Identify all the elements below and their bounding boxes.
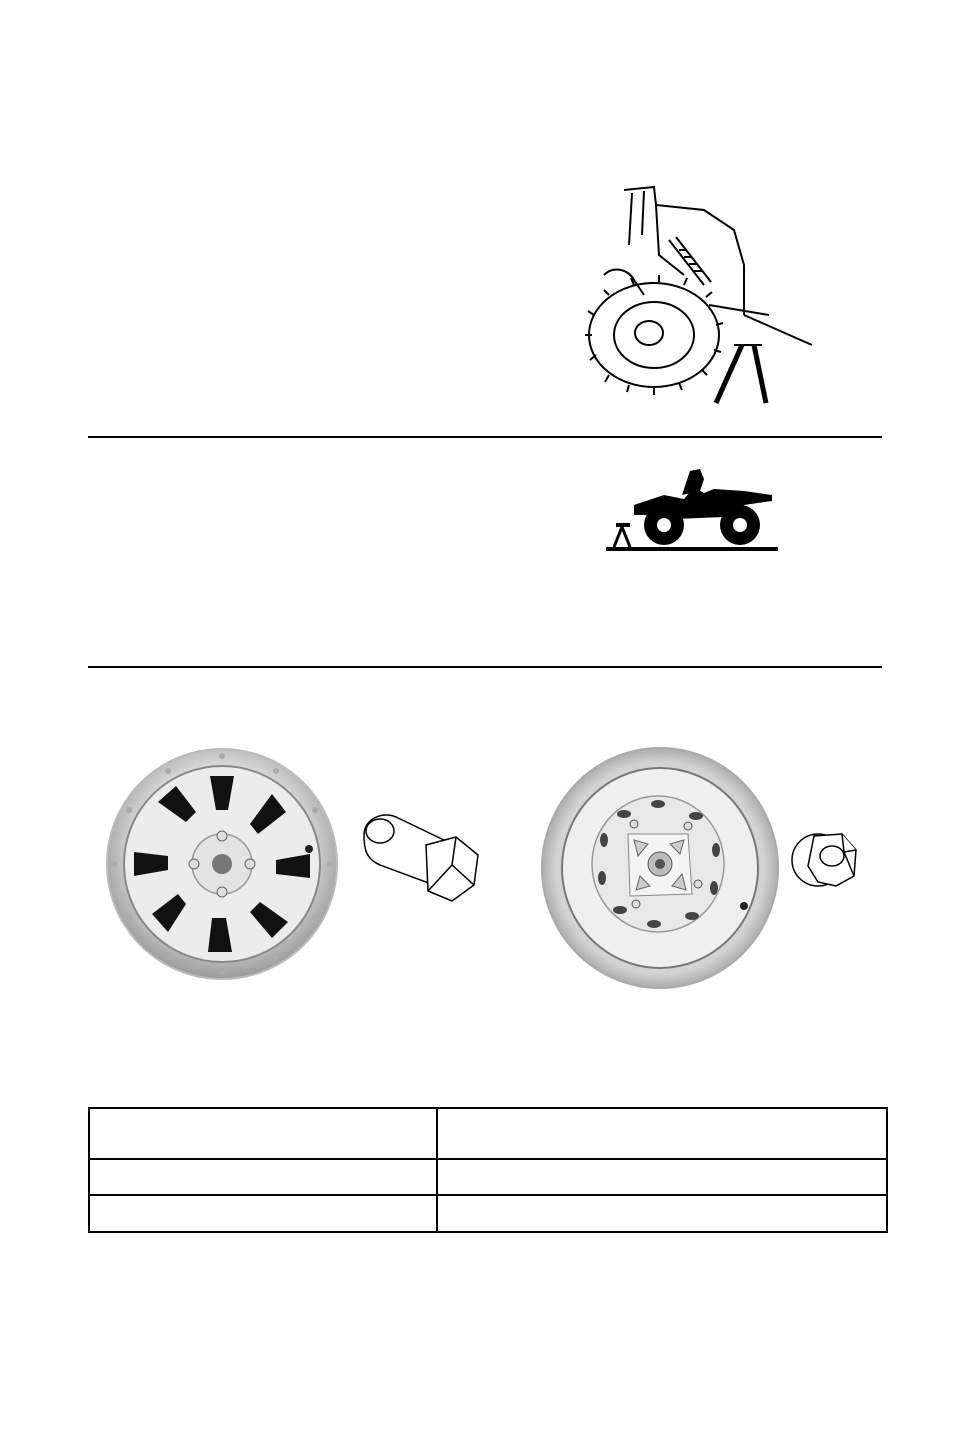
table-cell	[437, 1195, 887, 1232]
atv-on-stand-illustration	[604, 465, 780, 555]
section-divider	[88, 436, 882, 438]
aluminum-wheel-nut-illustration	[356, 805, 482, 905]
table-cell	[89, 1195, 437, 1232]
table-cell	[437, 1108, 887, 1159]
section-divider	[88, 666, 882, 668]
table-cell	[89, 1108, 437, 1159]
table-row	[89, 1108, 887, 1159]
wheel-removal-illustration	[584, 185, 816, 407]
steel-wheel-illustration	[538, 744, 782, 992]
steel-wheel-nut-illustration	[788, 826, 860, 890]
table-cell	[437, 1159, 887, 1195]
table-row	[89, 1159, 887, 1195]
table-row	[89, 1195, 887, 1232]
table-cell	[89, 1159, 437, 1195]
spec-table	[88, 1107, 888, 1233]
aluminum-wheel-illustration	[102, 744, 342, 984]
